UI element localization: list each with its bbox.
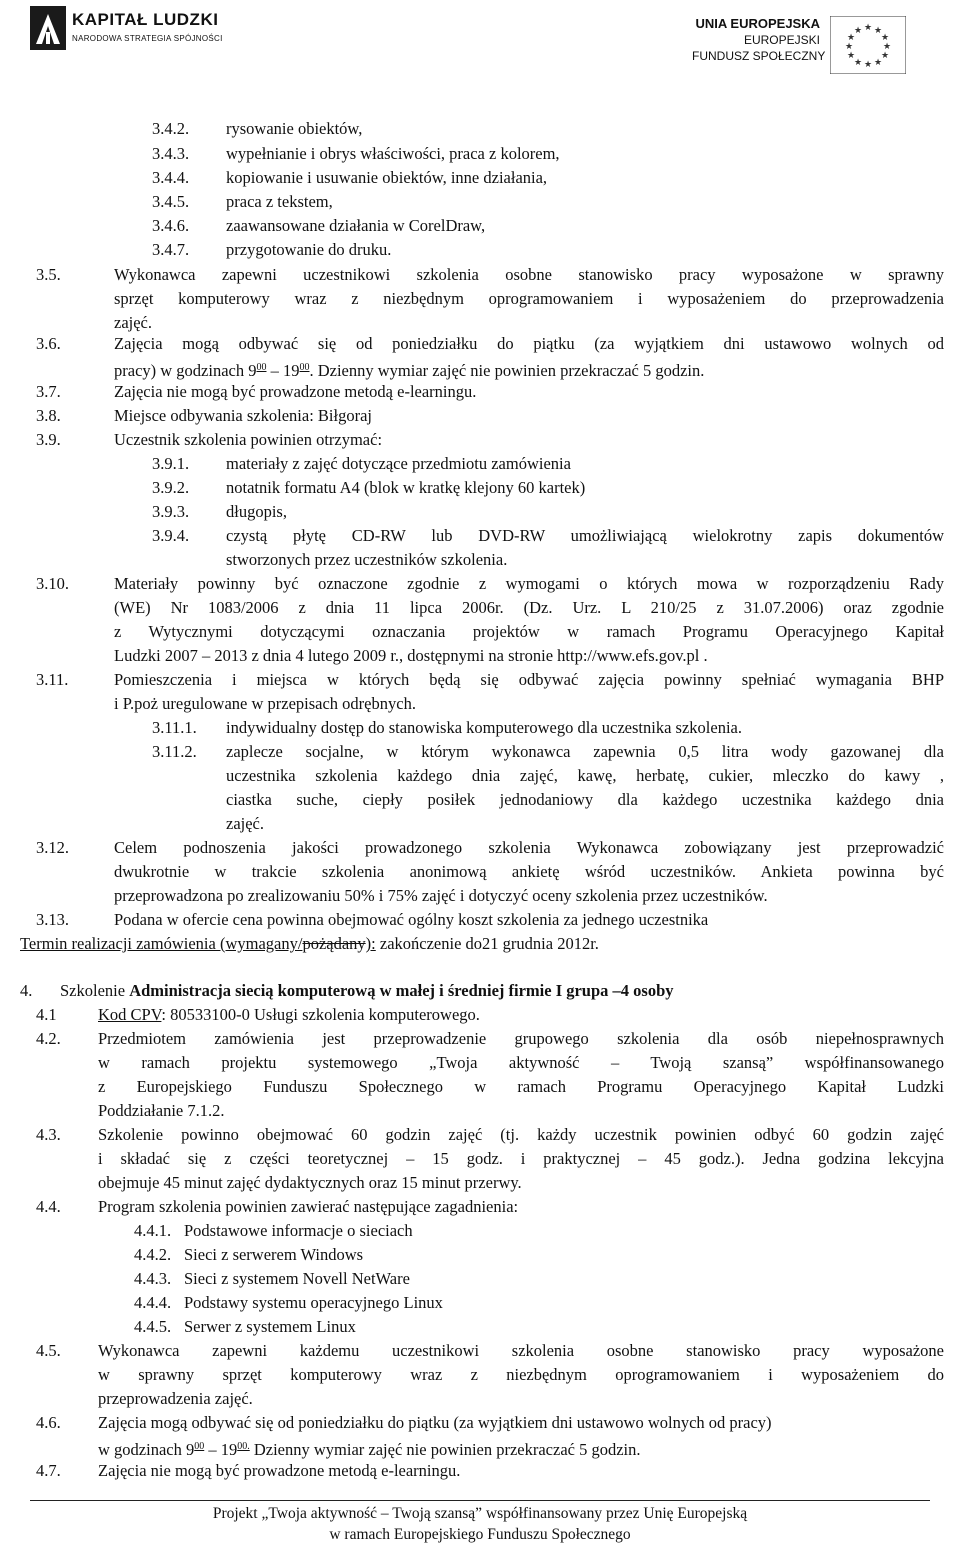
item-number: 3.9.4. xyxy=(152,526,190,545)
item-number: 4.4. xyxy=(36,1197,61,1216)
svg-text:★: ★ xyxy=(846,33,856,43)
item-number: 4.4.1. xyxy=(134,1221,172,1240)
item-text: Podstawy systemu operacyjnego Linux xyxy=(184,1293,443,1312)
item-text: praca z tekstem, xyxy=(226,192,333,211)
eu-flag-icon xyxy=(830,16,906,74)
paragraph-line: zajęć. xyxy=(114,313,153,332)
paragraph-line: w ramach projektu systemowego „Twoja aktywność – Twoją szansą” współfinansowanego xyxy=(98,1053,944,1072)
item-text: długopis, xyxy=(226,502,287,521)
item-number: 4.2. xyxy=(36,1029,61,1048)
item-number: 3.13. xyxy=(36,910,69,929)
item-text: Zajęcia nie mogą być prowadzone metodą e-learningu. xyxy=(114,382,477,401)
item-number: 3.11.2. xyxy=(152,742,197,761)
item-number: 3.7. xyxy=(36,382,61,401)
svg-text:★: ★ xyxy=(844,42,854,52)
item-text: wypełnianie i obrys właściwości, praca z kolorem, xyxy=(226,144,560,163)
item-text: Podstawowe informacje o sieciach xyxy=(184,1221,413,1240)
svg-text:★: ★ xyxy=(846,51,856,61)
item-number: 3.9.2. xyxy=(152,478,190,497)
svg-text:★: ★ xyxy=(853,58,863,68)
item-number: 3.6. xyxy=(36,334,61,353)
eu-logo xyxy=(692,16,932,74)
paragraph-line: w sprawny sprzęt komputerowy wraz z niezbędnym oprogramowaniem i wyposażeniem do xyxy=(98,1365,944,1384)
paragraph-line: Poddziałanie 7.1.2. xyxy=(98,1101,225,1120)
paragraph-line: sprzęt komputerowy wraz z niezbędnym oprogramowaniem i wyposażeniem do przeprowadzenia xyxy=(114,289,944,308)
paragraph-line: Przedmiotem zamówienia jest przeprowadzenie grupowego szkolenia dla osób niepełnosprawnych xyxy=(98,1029,944,1048)
item-text: kopiowanie i usuwanie obiektów, inne działania, xyxy=(226,168,548,187)
item-text: Kod CPV: 80533100-0 Usługi szkolenia komputerowego. xyxy=(98,1005,480,1024)
item-number: 4.4.5. xyxy=(134,1317,172,1336)
paragraph-line: Wykonawca zapewni uczestnikowi szkolenia osobne stanowisko pracy wyposażone w sprawny xyxy=(114,265,944,284)
item-number: 4.6. xyxy=(36,1413,61,1432)
item-number: 3.9. xyxy=(36,430,61,449)
termin-line: Termin realizacji zamówienia (wymagany/pożądany): zakończenie do21 grudnia 2012r. xyxy=(20,934,599,953)
item-number: 3.9.1. xyxy=(152,454,190,473)
item-text: rysowanie obiektów, xyxy=(226,119,363,138)
paragraph-line: z Wytycznymi dotyczącymi oznaczania projektów w ramach Programu Operacyjnego Kapitał xyxy=(114,622,944,641)
paragraph-line: pracy) w godzinach $9^{00} - 19^{00}$. Dzienny wymiar zajęć nie powinien przekraczać 5 godzin. xyxy=(114,361,705,380)
kapital-ludzki-logo xyxy=(30,6,240,54)
paragraph-line: Zajęcia mogą odbywać się od poniedziałku do piątku (za wyjątkiem dni ustawowo wolnych od xyxy=(114,334,944,353)
eu-logo-line1: UNIA EUROPEJSKA xyxy=(695,16,820,31)
item-number: 4.4.2. xyxy=(134,1245,172,1264)
item-text: Zajęcia nie mogą być prowadzone metodą e-learningu. xyxy=(98,1461,461,1480)
paragraph-line: ciastka suche, ciepły posiłek jednodaniowy dla każdego uczestnika każdego dnia xyxy=(226,790,944,809)
paragraph-line: Pomieszczenia i miejsca w których będą się odbywać zajęcia powinny spełniać wymagania BHP xyxy=(114,670,944,689)
item-number: 4.4.4. xyxy=(134,1293,172,1312)
paragraph-line: zaplecze socjalne, w którym wykonawca zapewnia 0,5 litra wody gazowanej dla xyxy=(226,742,944,761)
item-number: 3.4.7. xyxy=(152,240,190,259)
item-text: Sieci z systemem Novell NetWare xyxy=(184,1269,410,1288)
paragraph-line: zajęć. xyxy=(226,814,265,833)
item-number: 3.4.6. xyxy=(152,216,190,235)
paragraph-line: Ludzki 2007 – 2013 z dnia 4 lutego 2009 r., dostępnymi na stronie http://www.efs.gov.pl . xyxy=(114,646,708,665)
item-number: 4.7. xyxy=(36,1461,61,1480)
item-text: Uczestnik szkolenia powinien otrzymać: xyxy=(114,430,383,449)
paragraph-line: stworzonych przez uczestników szkolenia. xyxy=(226,550,508,569)
paragraph-line: Szkolenie powinno obejmować 60 godzin zajęć (tj. każdy uczestnik powinien odbyć 60 godzin zajęć xyxy=(98,1125,944,1144)
item-text: Podana w ofercie cena powinna obejmować ogólny koszt szkolenia za jednego uczestnika xyxy=(114,910,709,929)
item-text: notatnik formatu A4 (blok w kratkę klejony 60 kartek) xyxy=(226,478,586,497)
item-number: 4.4.3. xyxy=(134,1269,172,1288)
item-text: Program szkolenia powinien zawierać następujące zagadnienia: xyxy=(98,1197,519,1216)
paragraph-line: z Europejskiego Funduszu Społecznego w ramach Programu Operacyjnego Kapitał Ludzki xyxy=(98,1077,944,1096)
paragraph-line: (WE) Nr 1083/2006 z dnia 11 lipca 2006r. (Dz. Urz. L 210/25 z 31.07.2006) oraz zgodnie xyxy=(114,598,944,617)
item-text: zaawansowane działania w CorelDraw, xyxy=(226,216,486,235)
paragraph-line: Materiały powinny być oznaczone zgodnie z wymogami o których mowa w rozporządzeniu Rady xyxy=(114,574,944,593)
item-number: 3.4.2. xyxy=(152,119,190,138)
svg-text:★: ★ xyxy=(853,26,863,36)
section-heading: Szkolenie Administracja siecią komputerową w małej i średniej firmie I grupa –4 osoby xyxy=(60,981,674,1000)
item-number: 3.10. xyxy=(36,574,69,593)
item-number: 3.4.4. xyxy=(152,168,190,187)
svg-text:★: ★ xyxy=(873,58,883,68)
paragraph-line: przeprowadzona po zrealizowaniu 50% i 75% zajęć i dotyczyć oceny szkolenia przez uczestników. xyxy=(114,886,768,905)
paragraph-line: obejmuje 45 minut zajęć dydaktycznych oraz 15 minut przerwy. xyxy=(98,1173,522,1192)
paragraph-line: Zajęcia mogą odbywać się od poniedziałku do piątku (za wyjątkiem dni ustawowo wolnych od pracy) xyxy=(98,1413,772,1432)
svg-text:★: ★ xyxy=(882,42,892,52)
item-number: 3.12. xyxy=(36,838,69,857)
kapital-ludzki-subtitle: NARODOWA STRATEGIA SPÓJNOŚCI xyxy=(72,34,223,43)
paragraph-line: uczestnika szkolenia każdego dnia zajęć, kawę, herbatę, cukier, mleczko do kawy , xyxy=(226,766,944,785)
item-text: Sieci z serwerem Windows xyxy=(184,1245,364,1264)
item-text: indywidualny dostęp do stanowiska komputerowego dla uczestnika szkolenia. xyxy=(226,718,742,737)
section-number: 4. xyxy=(20,981,33,1000)
paragraph-line: Celem podnoszenia jakości prowadzonego szkolenia Wykonawca zobowiązany jest przeprowadzić xyxy=(114,838,944,857)
kapital-ludzki-emblem-icon xyxy=(30,6,66,50)
item-number: 3.4.3. xyxy=(152,144,190,163)
footer-line1: Projekt „Twoja aktywność – Twoją szansą” współfinansowany przez Unię Europejską xyxy=(212,1505,748,1522)
item-number: 3.11. xyxy=(36,670,69,689)
item-number: 3.4.5. xyxy=(152,192,190,211)
paragraph-line: w godzinach $9^{00} - 19^{00.}$ Dzienny wymiar zajęć nie powinien przekraczać 5 godzin. xyxy=(98,1440,641,1459)
svg-text:★: ★ xyxy=(880,51,890,61)
item-text: materiały z zajęć dotyczące przedmiotu zamówienia xyxy=(226,454,571,473)
page-header xyxy=(0,0,960,86)
item-text: Miejsce odbywania szkolenia: Biłgoraj xyxy=(114,406,372,425)
item-number: 4.3. xyxy=(36,1125,61,1144)
svg-text:★: ★ xyxy=(863,23,873,33)
eu-logo-line3: FUNDUSZ SPOŁECZNY xyxy=(692,49,826,63)
paragraph-line: czystą płytę CD-RW lub DVD-RW umożliwiającą wielokrotny zapis dokumentów xyxy=(226,526,944,545)
footer-line2: w ramach Europejskiego Funduszu Społecznego xyxy=(329,1526,631,1543)
svg-text:★: ★ xyxy=(863,60,873,70)
paragraph-line: i składać się z części teoretycznej – 15 godz. i praktycznej – 45 godz.). Jedna godzina lekcyjna xyxy=(98,1149,944,1168)
footer-divider xyxy=(30,1500,930,1501)
paragraph-line: dwukrotnie w trakcie szkolenia anonimową ankietę wśród uczestników. Ankieta powinna być xyxy=(114,862,944,881)
paragraph-line: Wykonawca zapewni każdemu uczestnikowi szkolenia osobne stanowisko pracy wyposażone xyxy=(98,1341,944,1360)
svg-text:★: ★ xyxy=(880,33,890,43)
item-text: Serwer z systemem Linux xyxy=(184,1317,356,1336)
eu-logo-line2: EUROPEJSKI xyxy=(743,33,820,47)
item-number: 3.8. xyxy=(36,406,61,425)
item-text: przygotowanie do druku. xyxy=(226,240,392,259)
item-number: 3.11.1. xyxy=(152,718,197,737)
item-number: 3.5. xyxy=(36,265,61,284)
item-number: 4.1 xyxy=(36,1005,57,1024)
svg-text:★: ★ xyxy=(873,26,883,36)
item-number: 4.5. xyxy=(36,1341,61,1360)
kapital-ludzki-title: KAPITAŁ LUDZKI xyxy=(72,10,219,29)
paragraph-line: i P.poż uregulowane w przepisach odrębnych. xyxy=(114,694,416,713)
item-number: 3.9.3. xyxy=(152,502,190,521)
paragraph-line: przeprowadzenia zajęć. xyxy=(98,1389,253,1408)
